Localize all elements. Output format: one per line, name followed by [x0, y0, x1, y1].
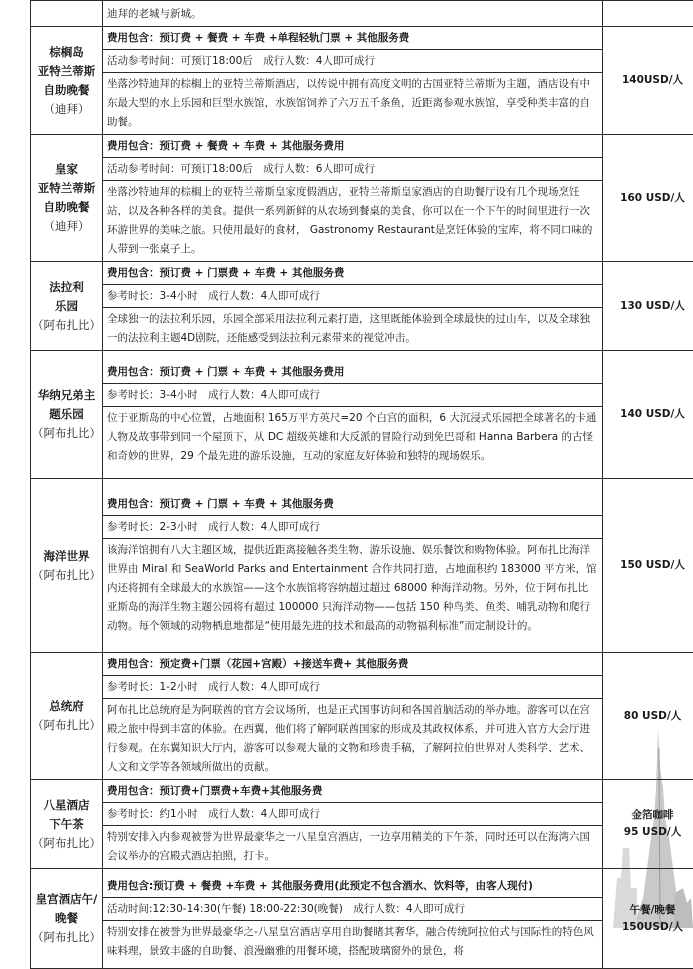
activity-name-line: 棕榈岛 [31, 43, 102, 62]
activity-name-line: 华纳兄弟主 [31, 386, 102, 405]
fee-includes: 费用包含：预订费 + 门票 + 车费 + 其他服务费用 [103, 361, 602, 384]
table-row [31, 653, 693, 780]
activity-description: 坐落沙特迪拜的棕榈上的亚特兰蒂斯皇家度假酒店，亚特兰蒂斯皇家酒店的自助餐厅设有几个现场烹饪站，以及各种各样的美食。提供一系列新鲜的从农场到餐桌的美食，你可以在一个下午的时间里进行一次环游世界的美味之旅。只使用最好的食材， Gastronomy Restaurant是烹饪体验的宝库，将不同口味的人带到一张桌子上。 [103, 181, 602, 262]
table-row [31, 27, 693, 135]
price-line: 95 USD/人 [603, 824, 693, 841]
price-line: 150USD/人 [603, 919, 693, 936]
activity-details [103, 869, 603, 969]
activity-location: （阿布扎比） [31, 424, 102, 443]
fee-includes: 费用包含：预订费+门票费+车费+其他服务费 [103, 780, 602, 803]
activity-description: 该海洋馆拥有八大主题区域，提供近距离接触各类生物、游乐设施、娱乐餐饮和购物体验。阿布扎比海洋世界由 Miral 和 SeaWorld Parks and Entertainment 合作共同打造，占地面积约 183000 平方米，馆内还将拥有全球最大的水族馆——这个水族馆将容纳超过超过 68000 种海洋动物。另外，位于阿布扎比亚斯岛的海洋生物主题公园将有超过 100000 只海洋动物——包括 150 种鸟类、鱼类、哺乳动物和爬行动物。每个领域的动物栖息地都是“使用最先进的技术和最高的动物福利标准”而定制设计的。 [103, 539, 602, 639]
price-line: 130 USD/人 [603, 298, 693, 315]
fee-includes: 费用包含：预订费 + 门票 + 车费 + 其他服务费 [103, 493, 602, 516]
activity-name-line: 八星酒店 [31, 796, 102, 815]
table-row-top-fragment [31, 1, 693, 27]
activity-info: 参考时长：3-4小时 成行人数：4人即可成行 [103, 384, 602, 407]
activity-name-line: 乐园 [31, 297, 102, 316]
price [603, 262, 693, 351]
price-line: 80 USD/人 [603, 708, 693, 725]
activity-name-line: 亚特兰蒂斯 [31, 62, 102, 81]
activity-location: （阿布扎比） [31, 928, 102, 947]
activity-name-line: 皇宫酒店午/ [31, 890, 102, 909]
activity-name-line: 法拉利 [31, 278, 102, 297]
price [603, 869, 693, 969]
activity-details [103, 135, 603, 262]
activity-location: （阿布扎比） [31, 566, 102, 585]
table-row [31, 869, 693, 969]
activity-info: 参考时长：约1小时 成行人数：4人即可成行 [103, 803, 602, 826]
activity-name [31, 262, 103, 351]
table-row [31, 135, 693, 262]
activity-name [31, 869, 103, 969]
price [603, 351, 693, 479]
activity-name [31, 27, 103, 135]
price [603, 135, 693, 262]
activity-info: 参考时长：1-2小时 成行人数：4人即可成行 [103, 676, 602, 699]
activity-name-line: 下午茶 [31, 815, 102, 834]
activity-name-line: 自助晚餐 [31, 198, 102, 217]
activity-name-line: 题乐园 [31, 405, 102, 424]
price [603, 653, 693, 780]
activity-description: 坐落沙特迪拜的棕榈上的亚特兰蒂斯酒店，以传说中拥有高度文明的古国亚特兰蒂斯为主题，酒店设有中东最大型的水上乐园和巨型水族馆，水族馆饲养了六万五千条鱼，近距离参观水族馆，享受种类丰富的自助餐。 [103, 73, 602, 135]
activity-location: （阿布扎比） [31, 716, 102, 735]
continued-description: 迪拜的老城与新城。 [103, 1, 603, 27]
activity-description: 特别安排入内参观被誉为世界最豪华之一八星皇宫酒店，一边享用精美的下午茶，同时还可以在海湾六国会议举办的宫殿式酒店拍照，打卡。 [103, 826, 602, 869]
activity-description: 特别安排在被誉为世界最豪华之-八星皇宫酒店享用自助餐睹其奢华，融合传统阿拉伯式与国际性的特色风味料理，景致丰盛的自助餐、浪漫幽雅的用餐环境，搭配玻璃窗外的景色，将 [103, 920, 602, 963]
activity-info: 活动时间:12:30-14:30(午餐) 18:00-22:30(晚餐) 成行人数：4人即可成行 [103, 897, 602, 920]
activity-location: （阿布扎比） [31, 316, 102, 335]
table-row [31, 479, 693, 653]
activity-details [103, 653, 603, 780]
price-line: 金箔咖啡 [603, 807, 693, 824]
activity-name-line: 皇家 [31, 160, 102, 179]
table-row [31, 780, 693, 869]
activity-description: 位于亚斯岛的中心位置，占地面积 165万平方英尺=20 个白宫的面积，6 大沉浸式乐园把全球著名的卡通人物及故事带到同一个屋顶下，从 DC 超级英雄和大反派的冒险行动到免巴哥和 Hanna Barbera 的古怪和奇妙的世界，29 个最先进的游乐设施，互动的家庭友好体验和独特的现场娱乐。 [103, 407, 602, 469]
fee-includes: 费用包含：预订费 + 餐费 + 车费 + 其他服务费用 [103, 135, 602, 158]
activity-location: （阿布扎比） [31, 834, 102, 853]
table-row [31, 262, 693, 351]
fee-includes: 费用包含:预订费 + 餐费 +车费 + 其他服务费用(此预定不包含酒水、饮料等，由客人现付) [103, 875, 602, 898]
activity-name [31, 780, 103, 869]
activity-location: （迪拜） [31, 217, 102, 236]
empty-cell [603, 1, 693, 27]
price [603, 780, 693, 869]
price-line: 150 USD/人 [603, 557, 693, 574]
activity-details [103, 27, 603, 135]
activity-name [31, 135, 103, 262]
activity-info: 参考时长：3-4小时 成行人数：4人即可成行 [103, 285, 602, 308]
activity-info: 活动参考时间：可预订18:00后 成行人数：6人即可成行 [103, 158, 602, 181]
activity-info: 参考时长：2-3小时 成行人数：4人即可成行 [103, 516, 602, 539]
activity-name-line: 自助晚餐 [31, 81, 102, 100]
fee-includes: 费用包含：预定费+门票（花园+宫殿）+接送车费+ 其他服务费 [103, 653, 602, 676]
activity-name-line: 亚特兰蒂斯 [31, 179, 102, 198]
activity-location: （迪拜） [31, 100, 102, 119]
activity-info: 活动参考时间：可预订18:00后 成行人数：4人即可成行 [103, 50, 602, 73]
activity-details [103, 479, 603, 653]
activity-description: 阿布扎比总统府是为阿联酋的官方会议场所，也是正式国事访问和各国首脑活动的举办地。游客可以在宫殿之旅中得到丰富的体验。在西翼，他们将了解阿联酋国家的形成及其政权体系，并可进入官方大会厅进行参观。在东翼知识大厅内，游客可以参观大量的文物和珍贵手稿，了解阿拉伯世界对人类科学、艺术、人文和文学等各领域所做出的贡献。 [103, 699, 602, 780]
activity-description: 全球独一的法拉利乐园，乐园全部采用法拉利元素打造，这里既能体验到全球最快的过山车，以及全球独一的法拉利主题4D剧院，还能感受到法拉利元素带来的视觉冲击。 [103, 308, 602, 351]
price [603, 479, 693, 653]
table-row [31, 351, 693, 479]
price-line: 140USD/人 [603, 72, 693, 89]
tour-options-table [30, 0, 693, 969]
activity-details [103, 262, 603, 351]
activity-name-line: 海洋世界 [31, 547, 102, 566]
price [603, 27, 693, 135]
fee-includes: 费用包含：预订费 + 餐费 + 车费 +单程轻轨门票 + 其他服务费 [103, 27, 602, 50]
activity-name-line: 晚餐 [31, 909, 102, 928]
price-line: 140 USD/人 [603, 406, 693, 423]
price-line: 160 USD/人 [603, 190, 693, 207]
fee-includes: 费用包含：预订费 + 门票费 + 车费 + 其他服务费 [103, 262, 602, 285]
price-line: 午餐/晚餐 [603, 902, 693, 919]
empty-cell [31, 1, 103, 27]
activity-name-line: 总统府 [31, 697, 102, 716]
activity-details [103, 780, 603, 869]
activity-name [31, 479, 103, 653]
activity-name [31, 351, 103, 479]
activity-name [31, 653, 103, 780]
activity-details [103, 351, 603, 479]
